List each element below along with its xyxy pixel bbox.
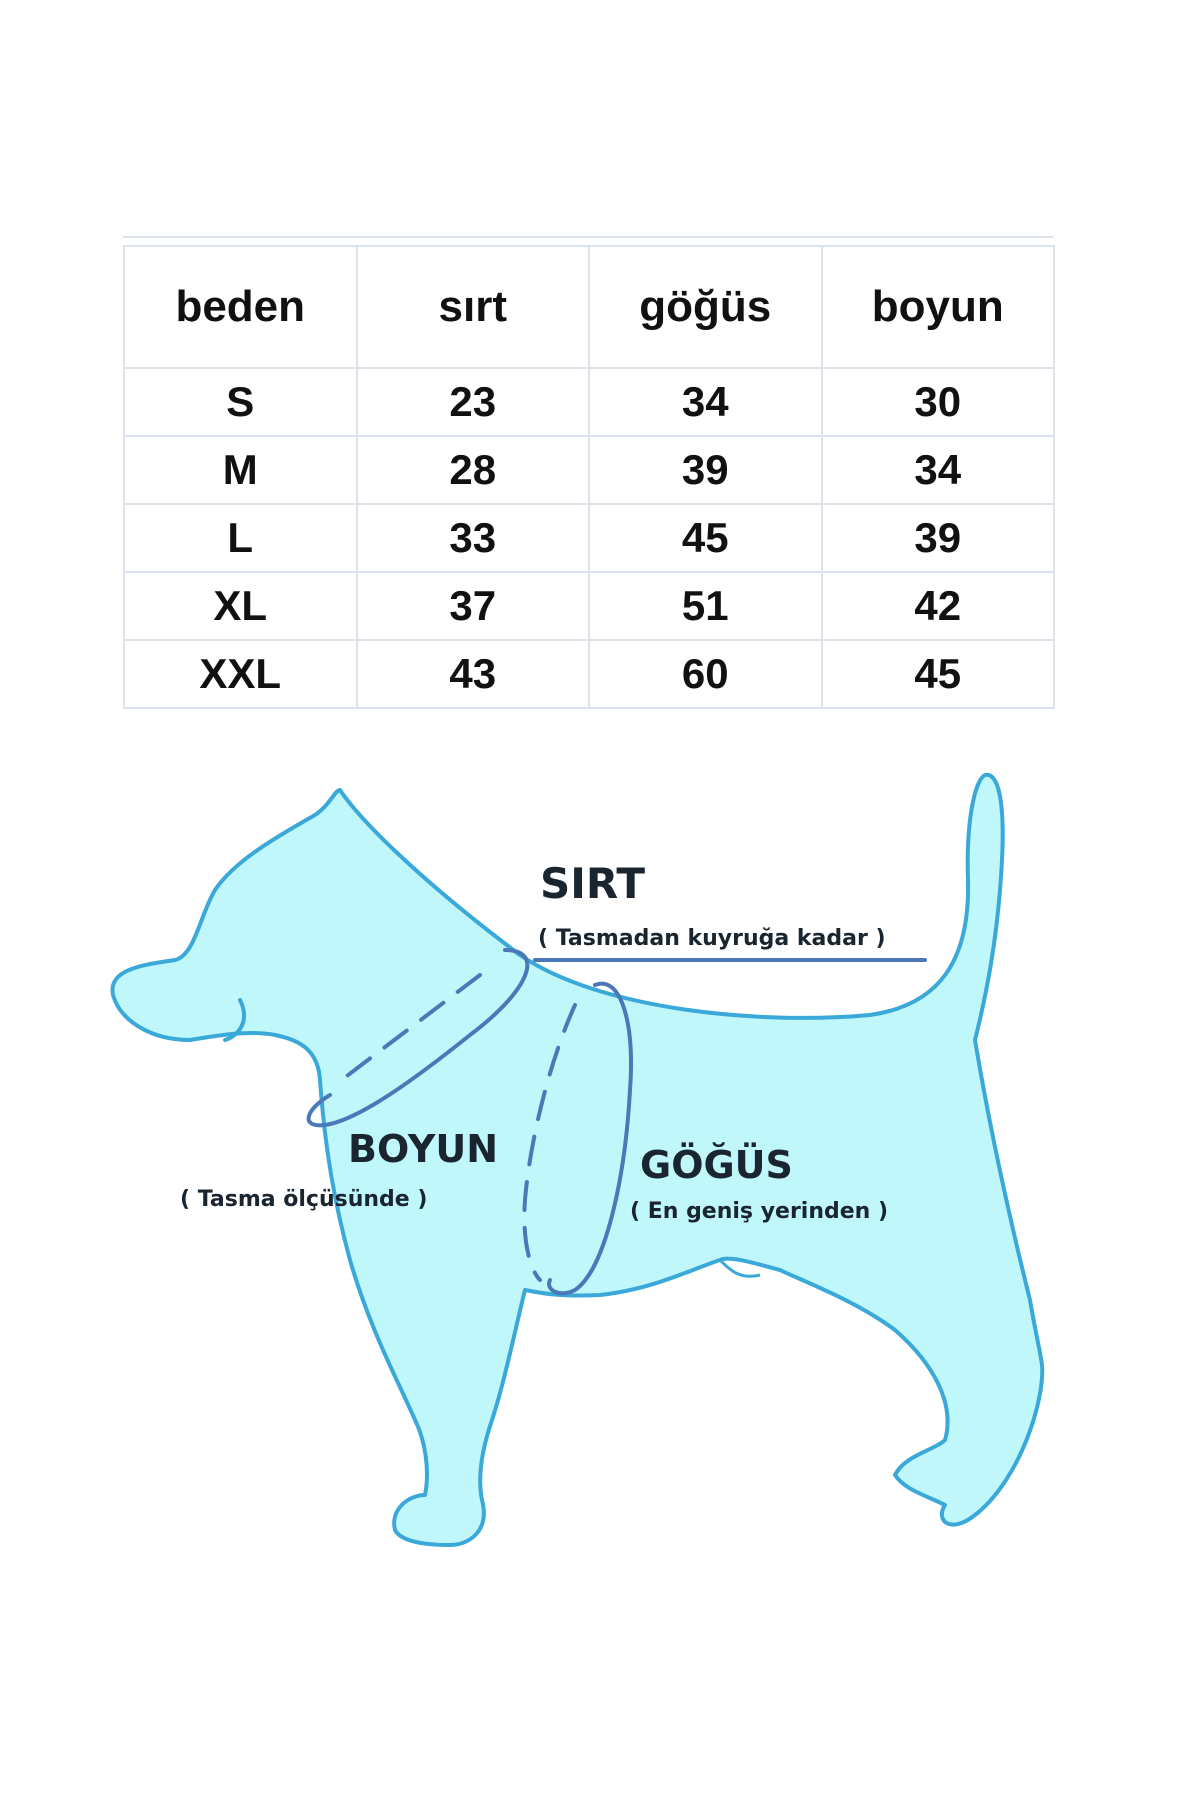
cell-back: 33 xyxy=(357,504,590,572)
table-top-rule xyxy=(123,236,1053,238)
size-chart-table xyxy=(123,245,1055,709)
header-size: beden xyxy=(124,246,357,368)
cell-chest: 60 xyxy=(589,640,822,708)
header-neck: boyun xyxy=(822,246,1055,368)
neck-label: BOYUN xyxy=(348,1127,499,1171)
chest-note: ( En geniş yerinden ) xyxy=(630,1199,889,1224)
header-back: sırt xyxy=(357,246,590,368)
table-row xyxy=(124,640,1054,708)
table-row xyxy=(124,504,1054,572)
table-header-row xyxy=(124,246,1054,368)
cell-neck: 39 xyxy=(822,504,1055,572)
table-row xyxy=(124,368,1054,436)
cell-size: XL xyxy=(124,572,357,640)
header-chest: göğüs xyxy=(589,246,822,368)
cell-chest: 51 xyxy=(589,572,822,640)
table-row xyxy=(124,572,1054,640)
cell-back: 23 xyxy=(357,368,590,436)
cell-size: M xyxy=(124,436,357,504)
neck-note: ( Tasma ölçüsünde ) xyxy=(180,1187,428,1212)
back-note: ( Tasmadan kuyruğa kadar ) xyxy=(538,926,886,951)
chest-label: GÖĞÜS xyxy=(640,1143,793,1187)
cell-size: L xyxy=(124,504,357,572)
cell-size: S xyxy=(124,368,357,436)
cell-back: 37 xyxy=(357,572,590,640)
cell-neck: 34 xyxy=(822,436,1055,504)
cell-back: 43 xyxy=(357,640,590,708)
cell-size: XXL xyxy=(124,640,357,708)
table-row xyxy=(124,436,1054,504)
cell-chest: 39 xyxy=(589,436,822,504)
cell-chest: 34 xyxy=(589,368,822,436)
cell-neck: 42 xyxy=(822,572,1055,640)
cell-neck: 45 xyxy=(822,640,1055,708)
cell-chest: 45 xyxy=(589,504,822,572)
back-label: SIRT xyxy=(540,859,645,908)
cell-back: 28 xyxy=(357,436,590,504)
dog-measurement-diagram xyxy=(0,740,1200,1640)
cell-neck: 30 xyxy=(822,368,1055,436)
